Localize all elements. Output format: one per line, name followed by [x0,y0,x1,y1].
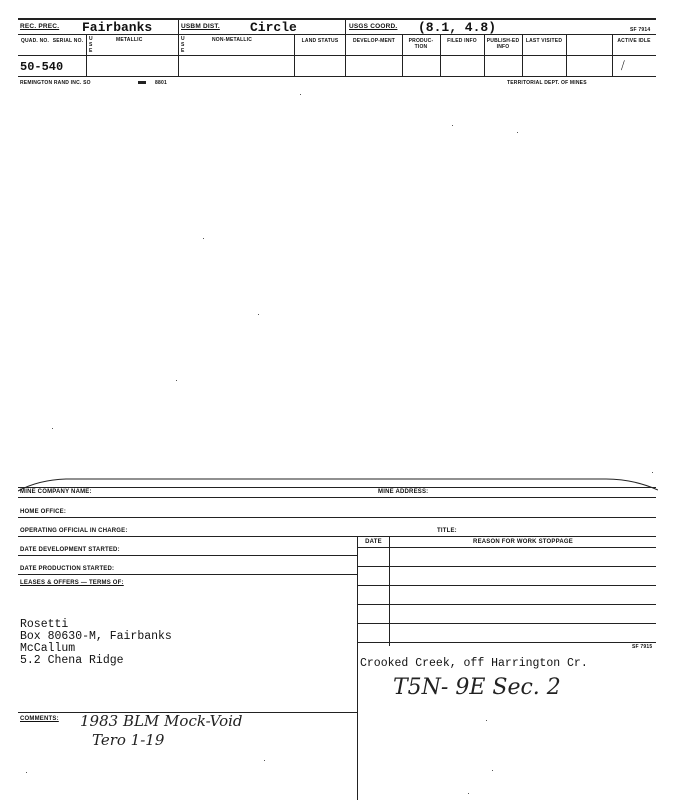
col-use-2: U S E [181,36,185,54]
vdiv-2 [345,20,346,76]
reason-col-label: REASON FOR WORK STOPPAGE [473,539,573,545]
speck [468,793,469,794]
col-production: PRODUC-TION [408,38,434,50]
col-metallic: METALLIC [116,37,143,43]
stoppage-row-6 [357,642,656,643]
col-serial: SERIAL NO. [52,38,84,44]
vdiv-land [294,34,295,76]
usbm-dist-value: Circle [250,20,297,35]
speck [486,720,487,721]
stoppage-row-1 [357,547,656,548]
footer-mark [138,81,146,84]
vdiv-pub [484,34,485,76]
date-dev-label: DATE DEVELOPMENT STARTED: [20,547,120,553]
col-land-status: LAND STATUS [301,38,339,44]
row-line-3 [18,536,656,537]
speck [52,428,53,429]
vdiv-prod [402,34,403,76]
vdiv-quad [86,34,87,76]
col-use: U S E [89,36,93,54]
leases-line-3: McCallum [20,642,76,655]
quad-serial-value: 50-540 [20,60,64,74]
comments-label: COMMENTS: [20,716,59,722]
vdiv-1 [178,20,179,76]
speck [203,238,204,239]
stoppage-row-4 [357,604,656,605]
row-line-2 [18,517,656,518]
stoppage-row-3 [357,585,656,586]
mine-company-label: MINE COMPANY NAME: [20,489,92,495]
operating-official-label: OPERATING OFFICIAL IN CHARGE: [20,528,128,534]
date-prod-label: DATE PRODUCTION STARTED: [20,566,115,572]
card-top-edge [18,470,658,492]
stoppage-row-2 [357,566,656,567]
header-divider-2 [18,55,656,56]
form-number-lower: SF 7915 [632,644,653,650]
row-line-1 [18,497,656,498]
row-line-dev [18,555,357,556]
stoppage-vline-left [357,536,358,800]
usgs-coord-value: (8.1, 4.8) [418,20,497,35]
title-label: TITLE: [437,528,457,534]
row-line-mine [18,487,656,488]
col-last-visited: LAST VISITED [525,38,563,44]
vdiv-last [522,34,523,76]
usgs-coord-label: USGS COORD. [349,23,398,30]
speck [258,314,259,315]
stoppage-row-5 [357,623,656,624]
usbm-dist-label: USBM DIST. [181,23,220,30]
col-development: DEVELOP-MENT [352,38,396,44]
stoppage-vline-date [389,536,390,646]
vdiv-blank [566,34,567,76]
leases-label: LEASES & OFFERS — TERMS OF: [20,580,124,586]
rec-prec-value: Fairbanks [82,20,153,35]
check-mark-icon: ⧸ [621,60,625,72]
header-divider-3 [18,76,656,77]
col-active-idle: ACTIVE IDLE [617,38,651,44]
speck [26,772,27,773]
row-line-prod [18,574,357,575]
speck [517,132,518,133]
mine-address-label: MINE ADDRESS: [378,489,429,495]
comments-handwritten-1: 1983 BLM Mock-Void [80,712,243,730]
speck [264,760,265,761]
footer-right: TERRITORIAL DEPT. OF MINES [507,80,587,86]
date-col-label: DATE [365,539,382,545]
col-non-metallic: NON-METALLIC [212,37,253,43]
speck [300,94,301,95]
location-typed: Crooked Creek, off Harrington Cr. [360,657,588,670]
home-office-label: HOME OFFICE: [20,509,67,515]
leases-line-4: 5.2 Chena Ridge [20,654,124,667]
vdiv-filed [440,34,441,76]
col-filed-info: FILED INFO [447,38,477,44]
footer-left: REMINGTON RAND INC. SO [20,80,91,86]
form-number: SF 7914 [630,27,651,33]
vdiv-active [612,34,613,76]
footer-code: 8801 [155,80,167,86]
location-handwritten: T5N- 9E Sec. 2 [393,675,561,700]
rec-prec-label: REC. PREC. [20,23,60,30]
leases-line-2: Box 80630-M, Fairbanks [20,630,172,643]
leases-line-1: Rosetti [20,618,69,631]
speck [452,125,453,126]
speck [492,770,493,771]
col-quad: QUAD. NO. [20,38,50,44]
comments-handwritten-2: Tero 1-19 [92,731,165,749]
col-published-info: PUBLISH-ED INFO [486,38,520,50]
speck [176,380,177,381]
